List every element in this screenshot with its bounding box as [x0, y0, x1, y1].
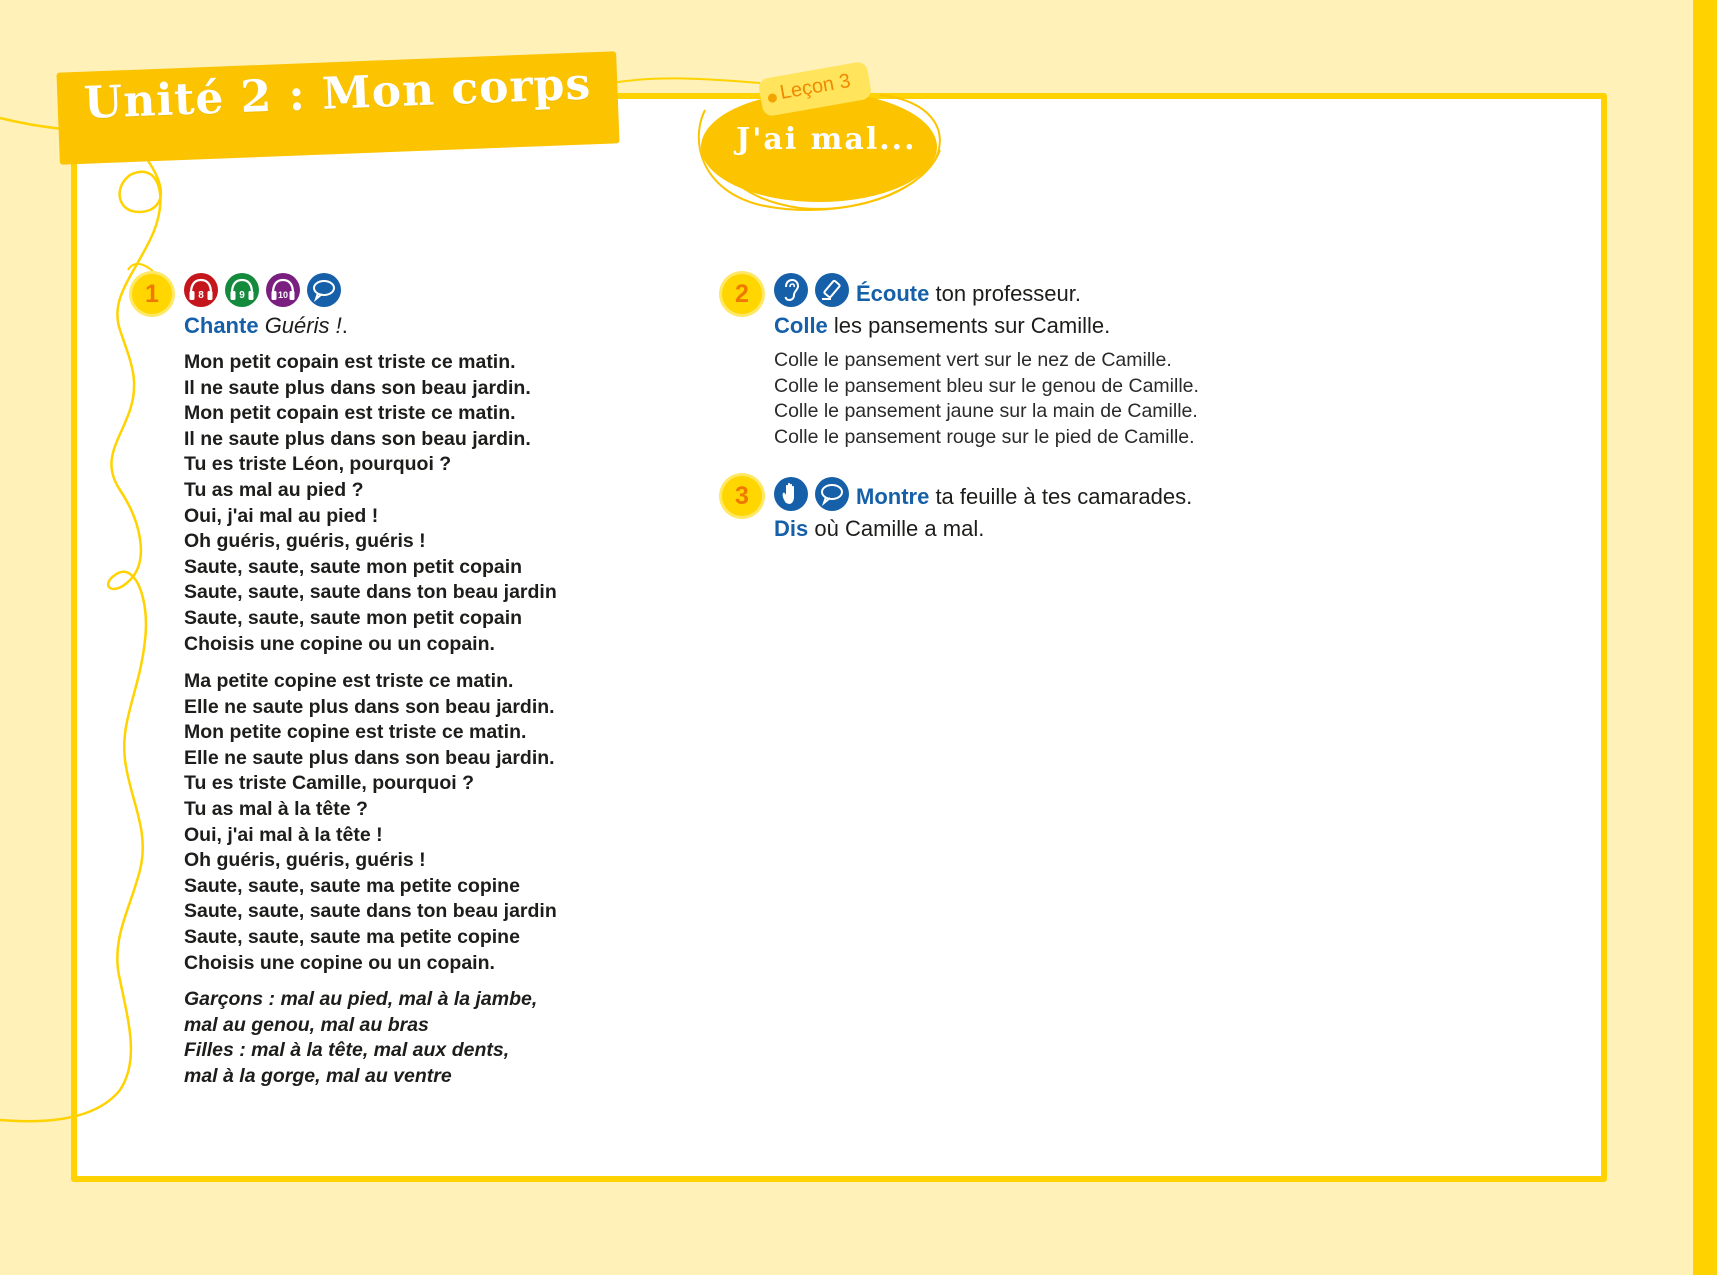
instruction-text: les pansements sur Camille. [827, 313, 1111, 338]
song-line: Tu as mal au pied ? [184, 478, 364, 501]
exercise-3-line-1 [856, 484, 1192, 510]
song-line: Il ne saute plus dans son beau jardin. [184, 427, 531, 450]
song-line: Oui, j'ai mal au pied ! [184, 504, 379, 527]
lesson-title: J'ai mal... [736, 122, 917, 157]
song-line: Tu as mal à la tête ? [184, 797, 368, 820]
audio-track-8-icon[interactable] [184, 273, 218, 307]
exercise-3-line-2 [774, 516, 984, 542]
hand-show-icon [774, 477, 808, 511]
song-verse-2 [184, 669, 557, 976]
song-line: Il ne saute plus dans son beau jardin. [184, 376, 531, 399]
song-line: Mon petit copain est triste ce matin. [184, 402, 516, 425]
song-line: Elle ne saute plus dans son beau jardin. [184, 695, 555, 718]
song-line: Mon petite copine est triste ce matin. [184, 721, 527, 744]
audio-track-label: 8 [198, 290, 204, 301]
song-note-line: Garçons : mal au pied, mal à la jambe, [184, 988, 538, 1010]
audio-track-9-icon[interactable] [225, 273, 259, 307]
song-line: Saute, saute, saute dans ton beau jardin [184, 900, 557, 923]
exercise-3-number: 3 [722, 476, 762, 516]
song-title: Guéris ! [264, 313, 342, 338]
song-line: Saute, saute, saute ma petite copine [184, 874, 520, 897]
audio-track-label: 10 [277, 290, 289, 300]
bandage-sentences [774, 348, 1199, 450]
song-line: Choisis une copine ou un copain. [184, 632, 495, 655]
sentence-line: Colle le pansement jaune sur la main de Camille. [774, 400, 1198, 423]
song-note [184, 987, 537, 1089]
unit-title: Unité 2 : Mon corps [83, 58, 593, 129]
song-note-line: Filles : mal à la tête, mal aux dents, [184, 1039, 510, 1062]
instruction-verb: Colle [774, 313, 828, 338]
bullet-dot-icon [767, 93, 777, 103]
song-note-line: mal au genou, mal au bras [184, 1013, 429, 1036]
instruction-verb: Écoute [856, 281, 930, 306]
instruction-verb: Chante [184, 313, 259, 338]
exercise-2-line-1 [856, 281, 1081, 307]
song-line: Tu es triste Léon, pourquoi ? [184, 453, 452, 476]
exercise-2-number: 2 [722, 274, 762, 314]
song-line: Choisis une copine ou un copain. [184, 951, 495, 974]
song-line: Saute, saute, saute ma petite copine [184, 925, 520, 948]
instruction-verb: Dis [774, 516, 809, 541]
lesson-label: Leçon 3 [778, 69, 853, 104]
song-line: Saute, saute, saute mon petit copain [184, 606, 523, 629]
sentence-line: Colle le pansement bleu sur le genou de Camille. [774, 374, 1199, 397]
song-line: Oh guéris, guéris, guéris ! [184, 530, 426, 553]
exercise-1-number: 1 [132, 274, 172, 314]
instruction-punctuation: . [341, 313, 348, 338]
song-line: Oh guéris, guéris, guéris ! [184, 849, 426, 872]
song-line: Tu es triste Camille, pourquoi ? [184, 772, 475, 795]
sentence-line: Colle le pansement rouge sur le pied de Camille. [774, 425, 1195, 448]
audio-track-10-icon[interactable] [266, 273, 300, 307]
song-line: Saute, saute, saute mon petit copain [184, 555, 523, 578]
instruction-text: ton professeur. [929, 281, 1082, 306]
right-edge-strip [1693, 0, 1717, 1275]
exercise-2-line-2 [774, 313, 1110, 339]
instruction-text: ta feuille à tes camarades. [929, 484, 1193, 509]
glue-stick-icon [815, 273, 849, 307]
song-line: Oui, j'ai mal à la tête ! [184, 823, 383, 846]
ear-listen-icon [774, 273, 808, 307]
song-line: Elle ne saute plus dans son beau jardin. [184, 746, 555, 769]
exercise-1-instruction [184, 313, 348, 339]
sentence-line: Colle le pansement vert sur le nez de Camille. [774, 349, 1172, 371]
instruction-verb: Montre [856, 484, 930, 509]
audio-track-label: 9 [239, 290, 245, 301]
speech-bubble-icon [815, 477, 849, 511]
song-note-line: mal à la gorge, mal au ventre [184, 1064, 452, 1087]
song-verse-1 [184, 350, 557, 657]
instruction-text: où Camille a mal. [808, 516, 985, 541]
speech-bubble-icon [307, 273, 341, 307]
song-line: Mon petit copain est triste ce matin. [184, 351, 516, 373]
song-line: Saute, saute, saute dans ton beau jardin [184, 581, 557, 604]
song-line: Ma petite copine est triste ce matin. [184, 670, 514, 692]
